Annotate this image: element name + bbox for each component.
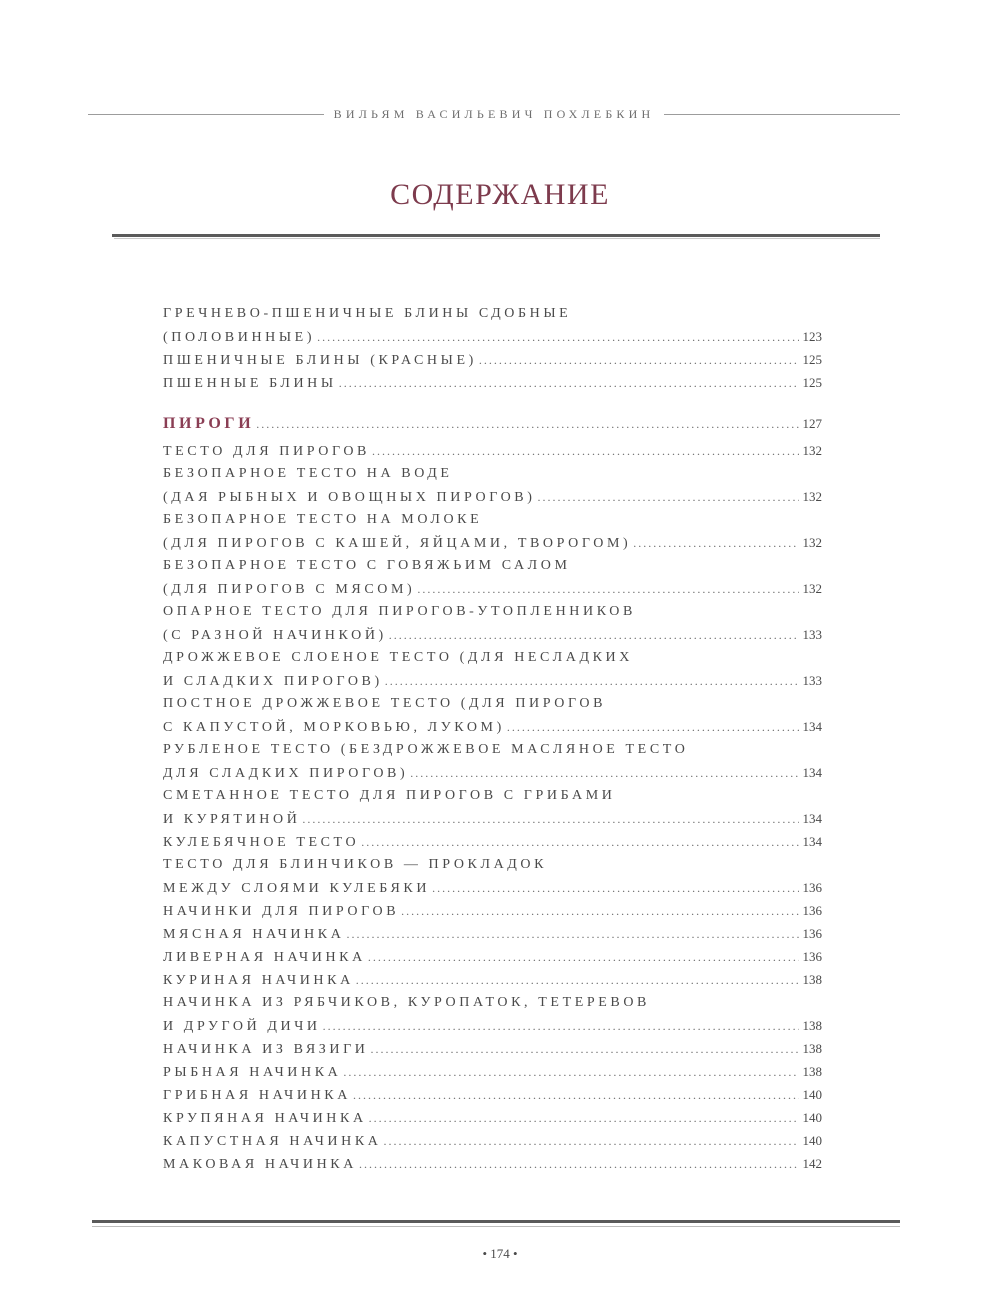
toc-entry-title: КУРИНАЯ НАЧИНКА [163,973,354,988]
toc-entry-page: 136 [802,880,822,895]
dot-leader [371,1042,799,1057]
footer-divider-shadow [92,1226,900,1227]
dot-leader [256,417,798,432]
toc-entry[interactable] [163,696,822,719]
table-of-contents [163,306,822,1179]
toc-entry[interactable] [163,415,822,443]
toc-entry-title: КУЛЕБЯЧНОЕ ТЕСТО [163,835,360,850]
toc-entry[interactable] [163,742,822,765]
toc-entry-title: БЕЗОПАРНОЕ ТЕСТО НА МОЛОКЕ [163,512,483,527]
toc-entry-page: 125 [802,352,822,367]
toc-entry-page: 132 [802,535,822,550]
dot-leader [385,674,799,689]
dot-leader [479,353,799,368]
dot-leader [507,720,799,735]
page-title: СОДЕРЖАНИЕ [390,178,610,211]
dot-leader [361,835,798,850]
toc-entry-title: (ДАЯ РЫБНЫХ И ОВОЩНЫХ ПИРОГОВ) [163,490,536,505]
footer-divider [92,1220,900,1223]
dot-leader [633,536,798,551]
dot-leader [372,444,799,459]
toc-entry-page: 125 [802,375,822,390]
toc-entry[interactable] [163,329,822,352]
toc-entry-title: ПИРОГИ [163,415,255,432]
toc-entry-page: 134 [802,765,822,780]
toc-entry-title: ПШЕНИЧНЫЕ БЛИНЫ (КРАСНЫЕ) [163,353,477,368]
toc-entry-title: БЕЗОПАРНОЕ ТЕСТО НА ВОДЕ [163,466,453,481]
toc-entry-title: КАПУСТНАЯ НАЧИНКА [163,1134,382,1149]
toc-entry-title: КРУПЯНАЯ НАЧИНКА [163,1111,367,1126]
toc-entry-page: 127 [802,416,822,431]
toc-entry-page: 136 [802,926,822,941]
toc-entry[interactable] [163,650,822,673]
toc-entry-page: 142 [802,1156,822,1171]
toc-entry-title: ТЕСТО ДЛЯ ПИРОГОВ [163,444,370,459]
dot-leader [383,1134,798,1149]
toc-entry-page: 140 [802,1087,822,1102]
toc-entry-page: 132 [802,443,822,458]
toc-entry[interactable] [163,995,822,1018]
running-head-rule-left [88,114,324,115]
dot-leader [401,904,798,919]
toc-entry-page: 134 [802,811,822,826]
dot-leader [339,376,799,391]
toc-entry-title: ПШЕННЫЕ БЛИНЫ [163,376,337,391]
toc-entry-title: (ПОЛОВИННЫЕ) [163,330,316,345]
toc-entry-title: ОПАРНОЕ ТЕСТО ДЛЯ ПИРОГОВ-УТОПЛЕННИКОВ [163,604,636,619]
toc-entry-page: 140 [802,1133,822,1148]
dot-leader [389,628,799,643]
toc-entry-page: 133 [802,673,822,688]
toc-entry-title: ДЛЯ СЛАДКИХ ПИРОГОВ) [163,766,409,781]
toc-entry-page: 138 [802,1041,822,1056]
toc-entry-page: 140 [802,1110,822,1125]
dot-leader [353,1088,799,1103]
toc-entry-title: (С РАЗНОЙ НАЧИНКОЙ) [163,628,387,643]
dot-leader [368,950,799,965]
toc-entry-page: 134 [802,834,822,849]
toc-entry[interactable] [163,834,822,857]
toc-entry-page: 138 [802,1064,822,1079]
toc-entry[interactable] [163,375,822,398]
toc-entry-title: МЕЖДУ СЛОЯМИ КУЛЕБЯКИ [163,881,431,896]
page-number: • 174 • [482,1246,518,1261]
toc-entry[interactable] [163,811,822,834]
toc-entry[interactable] [163,673,822,696]
toc-entry[interactable] [163,857,822,880]
toc-entry[interactable] [163,535,822,558]
toc-entry[interactable] [163,1064,822,1087]
author-name: ВИЛЬЯМ ВАСИЛЬЕВИЧ ПОХЛЕБКИН [333,106,655,121]
title-divider-shadow [114,238,880,239]
toc-entry[interactable] [163,719,822,742]
dot-leader [538,490,799,505]
toc-entry-page: 123 [802,329,822,344]
toc-entry[interactable] [163,489,822,512]
toc-entry-title: ГРИБНАЯ НАЧИНКА [163,1088,351,1103]
toc-entry[interactable] [163,627,822,650]
toc-entry[interactable] [163,926,822,949]
toc-entry-title: И ДРУГОЙ ДИЧИ [163,1019,321,1034]
dot-leader [417,582,798,597]
dot-leader [317,330,798,345]
toc-entry-title: РЫБНАЯ НАЧИНКА [163,1065,342,1080]
toc-entry[interactable] [163,1041,822,1064]
toc-entry-title: И СЛАДКИХ ПИРОГОВ) [163,674,383,689]
toc-entry-title: МЯСНАЯ НАЧИНКА [163,927,345,942]
toc-entry[interactable] [163,512,822,535]
toc-entry-title: НАЧИНКА ИЗ РЯБЧИКОВ, КУРОПАТОК, ТЕТЕРЕВОВ [163,995,650,1010]
toc-entry[interactable] [163,443,822,466]
toc-entry-title: ДРОЖЖЕВОЕ СЛОЕНОЕ ТЕСТО (ДЛЯ НЕСЛАДКИХ [163,650,633,665]
title-divider [112,234,880,237]
dot-leader [346,927,798,942]
toc-entry-page: 132 [802,489,822,504]
toc-entry[interactable] [163,1087,822,1110]
toc-entry[interactable] [163,306,822,329]
toc-entry-title: БЕЗОПАРНОЕ ТЕСТО С ГОВЯЖЬИМ САЛОМ [163,558,571,573]
dot-leader [356,973,799,988]
toc-entry[interactable] [163,788,822,811]
toc-entry[interactable] [163,581,822,604]
toc-entry-page: 133 [802,627,822,642]
toc-entry[interactable] [163,880,822,903]
toc-entry[interactable] [163,558,822,581]
toc-entry-page: 138 [802,1018,822,1033]
dot-leader [323,1019,799,1034]
toc-entry-title: НАЧИНКИ ДЛЯ ПИРОГОВ [163,904,400,919]
running-head [88,104,900,124]
toc-entry-title: РУБЛЕНОЕ ТЕСТО (БЕЗДРОЖЖЕВОЕ МАСЛЯНОЕ ТЕСТО [163,742,689,757]
toc-entry[interactable] [163,1156,822,1179]
toc-entry-title: (ДЛЯ ПИРОГОВ С КАШЕЙ, ЯЙЦАМИ, ТВОРОГОМ) [163,536,632,551]
toc-entry[interactable] [163,466,822,489]
toc-entry-title: МАКОВАЯ НАЧИНКА [163,1157,357,1172]
toc-entry[interactable] [163,972,822,995]
toc-entry[interactable] [163,1018,822,1041]
toc-entry[interactable] [163,1133,822,1156]
dot-leader [302,812,798,827]
toc-entry-page: 134 [802,719,822,734]
toc-entry[interactable] [163,949,822,972]
toc-entry[interactable] [163,1110,822,1133]
toc-entry-title: ЛИВЕРНАЯ НАЧИНКА [163,950,366,965]
toc-entry-title: (ДЛЯ ПИРОГОВ С МЯСОМ) [163,582,416,597]
dot-leader [432,881,798,896]
toc-entry-page: 132 [802,581,822,596]
toc-entry-page: 138 [802,972,822,987]
toc-entry[interactable] [163,903,822,926]
dot-leader [343,1065,798,1080]
toc-entry-title: И КУРЯТИНОЙ [163,812,301,827]
toc-entry-title: ГРЕЧНЕВО-ПШЕНИЧНЫЕ БЛИНЫ СДОБНЫЕ [163,306,572,321]
toc-entry-page: 136 [802,903,822,918]
running-head-rule-right [664,114,900,115]
toc-entry-title: С КАПУСТОЙ, МОРКОВЬЮ, ЛУКОМ) [163,720,505,735]
dot-leader [369,1111,799,1126]
toc-entry-page: 136 [802,949,822,964]
toc-entry[interactable] [163,765,822,788]
toc-entry[interactable] [163,352,822,375]
toc-entry-title: СМЕТАННОЕ ТЕСТО ДЛЯ ПИРОГОВ С ГРИБАМИ [163,788,616,803]
toc-entry-title: НАЧИНКА ИЗ ВЯЗИГИ [163,1042,369,1057]
toc-entry[interactable] [163,604,822,627]
dot-leader [359,1157,799,1172]
toc-entry-title: ПОСТНОЕ ДРОЖЖЕВОЕ ТЕСТО (ДЛЯ ПИРОГОВ [163,696,607,711]
toc-entry-title: ТЕСТО ДЛЯ БЛИНЧИКОВ — ПРОКЛАДОК [163,857,548,872]
dot-leader [410,766,798,781]
